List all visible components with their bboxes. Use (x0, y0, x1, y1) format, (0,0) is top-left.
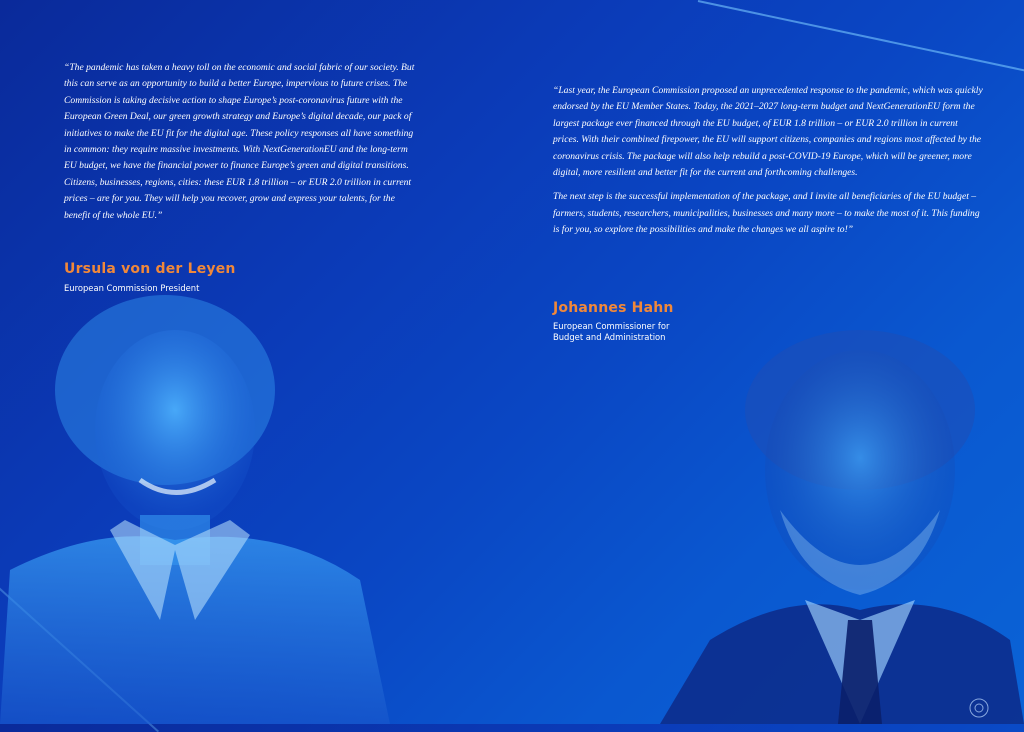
author-name-hahn: Johannes Hahn (553, 300, 674, 316)
author-name-von-der-leyen: Ursula von der Leyen (64, 261, 236, 277)
author-role-hahn: European Commissioner for Budget and Administration (553, 321, 670, 342)
quote-hahn-paragraph-2: The next step is the successful implementation of the package, and I invite all beneficiaries of the EU budget – farmers, students, researchers, municipalities, businesses and many more – to make the most of it. This funding is for you, so explore the possibilities and make the changes we all aspire to!” (553, 191, 980, 236)
eu-emblem-icon (968, 697, 990, 719)
portrait-photo-left (0, 290, 420, 724)
quote-hahn-paragraph-1: “Last year, the European Commission proposed an unprecedented response to the pandemic, which was quickly endorsed by the EU Member States. Today, the 2021–2027 long-term budget and NextGenerationEU form the largest package ever financed through the EU budget, of EUR 1.8 trillion – or EUR 2.0 trillion in current prices. With their combined firepower, the EU will support citizens, companies and regions most affected by the coronavirus crisis. The package will also help rebuild a post-COVID-19 Europe, which will be greener, more digital, more resilient and better fit for the current and forthcoming challenges. (553, 85, 983, 179)
quote-hahn (553, 83, 985, 247)
author-role-von-der-leyen: European Commission President (64, 283, 200, 293)
portrait-photo-right (620, 320, 1024, 724)
quote-von-der-leyen: “The pandemic has taken a heavy toll on the economic and social fabric of our society. But this can serve as an opportunity to build a better Europe, impervious to future crises. The Commission is taking decisive action to shape Europe’s post-coronavirus future with the European Green Deal, our green growth strategy and Europe’s digital decade, our pack of initiatives to make the EU fit for the digital age. These policy responses all have something in common: they require massive investments. With NextGenerationEU and the long-term EU budget, we have the financial power to finance Europe’s green and digital transitions. Citizens, businesses, regions, cities: these EUR 1.8 trillion – or EUR 2.0 trillion in current prices – are for you. They will help you recover, grow and express your talents, for the benefit of the whole EU.” (64, 62, 415, 221)
left-page (0, 0, 512, 724)
